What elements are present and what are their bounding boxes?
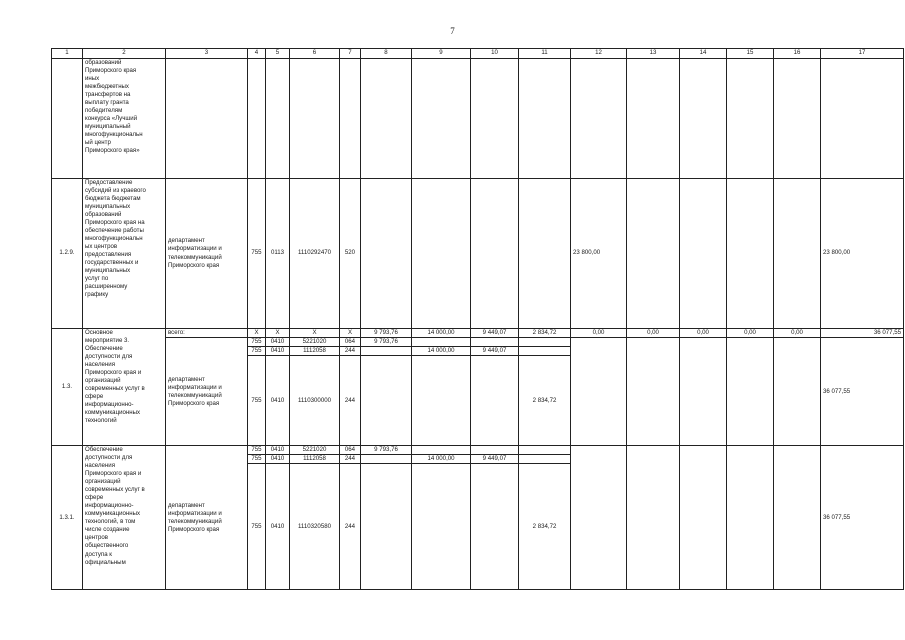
amount-cell: 9 449,07 [471,347,519,356]
amount-cell [471,356,519,446]
amount-cell [412,356,471,446]
amount-cell [361,464,412,590]
header-cell: 2 [83,49,166,59]
code-expense-type: X [340,329,361,338]
header-cell: 14 [680,49,727,59]
amount-cell: 0,00 [727,329,774,338]
row-number-cell [52,59,83,179]
code-section: 0410 [266,338,290,347]
amount-cell [471,464,519,590]
code-grbs: X [248,329,266,338]
code-section: X [266,329,290,338]
total-label: всего: [166,329,248,338]
total-cell: 36 077,55 [821,446,904,590]
amount-cell: 9 449,07 [471,329,519,338]
header-cell: 16 [774,49,821,59]
code-target: 1112058 [290,455,340,464]
department-cell [166,59,248,179]
amount-cell: 0,00 [680,329,727,338]
table-row [52,59,904,179]
header-cell: 15 [727,49,774,59]
header-cell: 17 [821,49,904,59]
header-cell: 6 [290,49,340,59]
measure-description: Предоставление субсидий из краевого бюджета бюджетам муниципальных образований Приморского края на обеспечение работы многофункциональн ых центров предоставления государственных и муниципальных услуг по расширенному графику [83,179,166,329]
total-cell: 36 077,55 [821,338,904,446]
code-expense-type: 520 [340,179,361,329]
amount-cell [519,446,571,455]
amount-cell: 14 000,00 [412,329,471,338]
code-target: 1110292470 [290,179,340,329]
code-target: 1110300000 [290,356,340,446]
code-grbs: 755 [248,338,266,347]
code-section: 0410 [266,356,290,446]
code-grbs: 755 [248,347,266,356]
code-grbs: 755 [248,455,266,464]
department: департамент информатизации и телекоммуникаций Приморского края [166,446,248,590]
table-row-1-3-sub [52,338,904,347]
header-cell: 12 [571,49,627,59]
code-expense-type: 244 [340,455,361,464]
amount-cell: 9 793,76 [361,446,412,455]
code-grbs: 755 [248,179,266,329]
code-expense-type: 244 [340,464,361,590]
header-cell: 11 [519,49,571,59]
code-target: 5221020 [290,446,340,455]
header-cell: 1 [52,49,83,59]
code-target: 5221020 [290,338,340,347]
header-cell: 8 [361,49,412,59]
amount-cell: 0,00 [627,329,680,338]
code-target: 1112058 [290,347,340,356]
code-section: 0113 [266,179,290,329]
department: департамент информатизации и телекоммуникаций Приморского края [166,179,248,329]
table-row-1-3-total [52,329,904,338]
code-expense-type: 244 [340,356,361,446]
amount-cell: 14 000,00 [412,455,471,464]
code-section: 0410 [266,464,290,590]
header-cell: 5 [266,49,290,59]
amount-cell: 0,00 [571,329,627,338]
measure-description: Обеспечение доступности для населения Приморского края и организаций современных услуг в сфере информационно- коммуникационных технологий, в том числе создание центров общественного доступа к официальным [83,446,166,590]
amount-cell: 9 449,07 [471,455,519,464]
amount-cell [519,347,571,356]
code-target: 1110320580 [290,464,340,590]
header-cell: 9 [412,49,471,59]
header-cell: 13 [627,49,680,59]
amount-cell [519,338,571,347]
code-expense-type: 064 [340,338,361,347]
amount-cell: 14 000,00 [412,347,471,356]
amount-cell [361,455,412,464]
header-cell: 10 [471,49,519,59]
code-grbs: 755 [248,446,266,455]
row-number: 1.3.1. [52,446,83,590]
amount-cell [361,356,412,446]
amount-cell: 2 834,72 [519,464,571,590]
header-cell: 7 [340,49,361,59]
table-row-1-2-9 [52,179,904,329]
measure-description: образований Приморского края иных межбюджетных трансфертов на выплату гранта победителям конкурса «Лучший муниципальный многофункциональн ый центр Приморского края» [83,59,166,179]
department: департамент информатизации и телекоммуникаций Приморского края [166,338,248,446]
total-cell: 36 077,55 [821,329,904,338]
code-target: X [290,329,340,338]
amount-cell [471,446,519,455]
amount-cell: 0,00 [774,329,821,338]
amount-cell [412,446,471,455]
amount-cell [519,455,571,464]
amount-cell: 23 800,00 [571,179,627,329]
amount-cell: 2 834,72 [519,356,571,446]
amount-cell [412,338,471,347]
total-cell: 23 800,00 [821,179,904,329]
code-expense-type: 244 [340,347,361,356]
row-number: 1.3. [52,329,83,446]
amount-cell [471,338,519,347]
page-number: 7 [450,26,455,36]
header-cell: 3 [166,49,248,59]
header-cell: 4 [248,49,266,59]
amount-cell: 2 834,72 [519,329,571,338]
code-section: 0410 [266,455,290,464]
code-grbs: 755 [248,464,266,590]
amount-cell [412,464,471,590]
code-section: 0410 [266,446,290,455]
code-section: 0410 [266,347,290,356]
table-row-1-3-1 [52,446,904,455]
amount-cell: 9 793,76 [361,338,412,347]
amount-cell: 9 793,76 [361,329,412,338]
budget-table [51,48,904,590]
code-expense-type: 064 [340,446,361,455]
row-number: 1.2.9. [52,179,83,329]
header-row [52,49,904,59]
amount-cell [361,347,412,356]
measure-description: Основное мероприятие 3. Обеспечение доступности для населения Приморского края и организаций современных услуг в сфере информационно- коммуникационных технологий [83,329,166,446]
code-grbs: 755 [248,356,266,446]
